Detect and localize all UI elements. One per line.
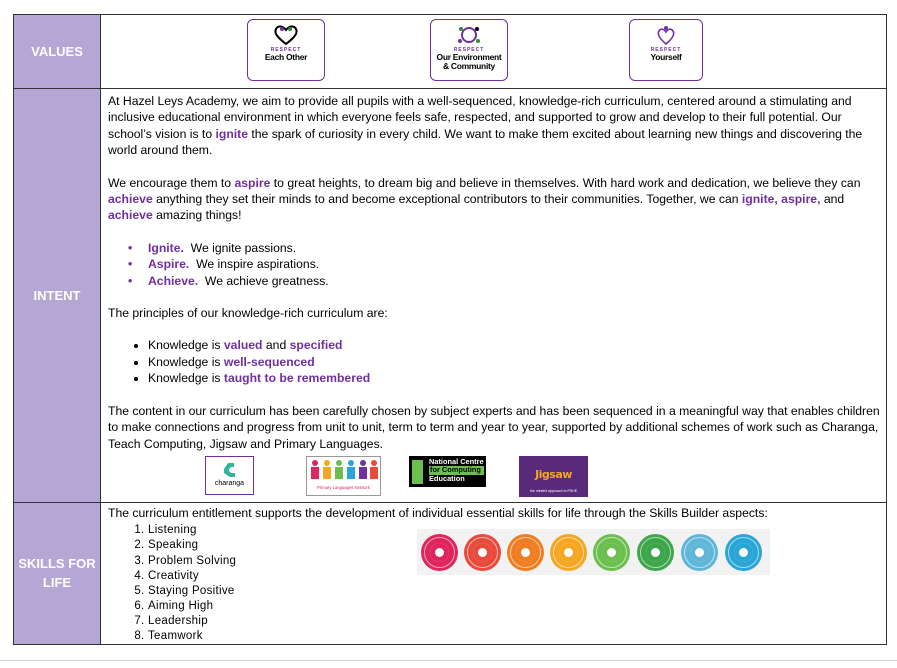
charanga-mark-icon [220,460,240,480]
highlight: well-sequenced [223,354,315,369]
teamwork-icon [725,534,762,571]
highlight-ignite: ignite [215,126,248,141]
list-item [128,240,880,256]
text-run: Knowledge is [148,354,224,369]
ncce-mark-icon [412,460,423,484]
badge-title: Yourself [650,52,682,62]
jigsaw-tagline: the mindful approach to PSHE [529,489,578,494]
text-run: and [820,192,845,207]
highlight-achieve: achieve [108,208,153,223]
highlight: taught to be remembered [223,371,371,386]
badge-respect-each-other [247,19,325,81]
globe-people-icon [456,24,482,46]
pillar-text: We ignite passions. [190,240,297,255]
text-run: anything they set their minds to and become exceptional contributors to their communities. Together, we can [152,192,742,207]
skills-builder-icons [417,529,770,575]
values-label-cell [14,15,101,89]
ncce-line-1: National Centre [429,456,484,466]
primary-languages-wordmark: Primary Languages Network [317,484,370,490]
intent-label: INTENT [33,287,81,303]
values-row [14,15,887,89]
text-run: to great heights, to dream big and believe in themselves. With hard work and dedication, we believe they can [270,175,861,190]
list-item: 6. Aiming High [148,599,880,614]
pillar-word: Achieve. [148,273,199,288]
highlight-ignite-aspire: ignite, aspire, [741,192,821,207]
highlight-aspire: aspire [234,175,271,190]
list-item: 1. Listening [148,523,880,538]
intent-paragraph-2 [108,175,880,224]
pillar-word: Ignite. [148,240,184,255]
charanga-logo [205,456,254,495]
charanga-wordmark: charanga [214,479,245,487]
highlight: specified [289,338,343,353]
intent-paragraph-1 [108,93,880,159]
list-item: 5. Staying Positive [148,584,880,599]
list-item: 4. Creativity [148,569,880,584]
list-item [148,370,880,386]
list-item [148,354,880,370]
skills-label-cell [14,502,101,644]
heart-people-icon [273,24,299,46]
badge-title: Our Environment [436,52,502,62]
highlight: valued [223,338,263,353]
creativity-icon [550,534,587,571]
page-bottom-rule [0,660,897,661]
badge-small-text: RESPECT [270,47,302,53]
text-run: the spark of curiosity in every child. We want to make them excited about learning new things and discovering the world around them. [108,126,863,158]
badge-small-text: RESPECT [650,47,682,53]
jigsaw-logo [519,456,588,497]
badge-small-text: RESPECT [453,47,485,53]
staying-positive-icon [593,534,630,571]
badge-respect-yourself [629,19,703,81]
content-paragraph: The content in our curriculum has been carefully chosen by subject experts and has been sequenced in a meaningful way that enables children to make connections and progress from unit to unit, term to term and year to year, supported by additional schemes of work such as Charanga, Teach Computing, Jigsaw and Primary Languages. [108,403,880,451]
list-item: 3. Problem Solving [148,554,880,569]
text-run: Knowledge is [148,338,224,353]
ncce-line-2: for Computing [429,466,484,474]
intent-row [14,89,887,503]
badge-subtitle: & Community [443,61,495,71]
values-badges-cell [101,15,887,89]
scheme-logos [108,452,880,502]
pillar-text: We inspire aspirations. [196,257,320,272]
skills-content-cell [101,502,887,644]
ncce-line-3: Education [429,473,465,483]
text-run: Knowledge is [148,371,224,386]
intent-label-cell [14,89,101,503]
listening-icon [421,534,458,571]
leadership-icon [681,534,718,571]
skills-label-line-1: SKILLS FOR [18,556,96,572]
pillars-list [108,240,880,289]
jigsaw-wordmark: Jigsaw [535,467,572,481]
highlight-achieve: achieve [108,192,153,207]
pillar-text: We achieve greatness. [204,273,329,288]
ncce-logo [409,456,486,487]
skills-row [14,502,887,644]
pillar-word: Aspire. [148,257,190,272]
problem-solving-icon [507,534,544,571]
badge-title: Each Other [264,52,308,62]
intent-content-cell [101,89,887,503]
badge-respect-environment [430,19,508,81]
text-run: We encourage them to [108,175,235,190]
list-item [148,337,880,353]
text-run: amazing things! [152,208,242,223]
speaking-icon [464,534,501,571]
people-chain-icon [307,457,380,485]
values-label: VALUES [31,44,83,59]
curriculum-table [13,14,887,645]
heart-person-icon [653,24,679,46]
principles-list [108,337,880,386]
list-item: 8. Teamwork [148,629,880,644]
primary-languages-logo [306,456,381,496]
principles-intro: The principles of our knowledge-rich curriculum are: [108,306,388,321]
text-run: and [262,338,290,353]
list-item: 7. Leadership [148,614,880,629]
list-item [128,273,880,289]
skills-intro: The curriculum entitlement supports the development of individual essential skills for life through the Skills Builder aspects: [108,505,768,520]
list-item [128,256,880,272]
text-run: At Hazel Leys Academy, we aim to provide all pupils with a well-sequenced, knowledge-rich curriculum, centered around a stimulating and inclusive educational environment in which everyone feels safe, respected, and supported to grow and develop to their full potential. Our school’s vision is to [108,94,852,141]
aiming-high-icon [637,534,674,571]
skills-label-line-2: LIFE [42,575,72,591]
list-item: 2. Speaking [148,538,880,553]
